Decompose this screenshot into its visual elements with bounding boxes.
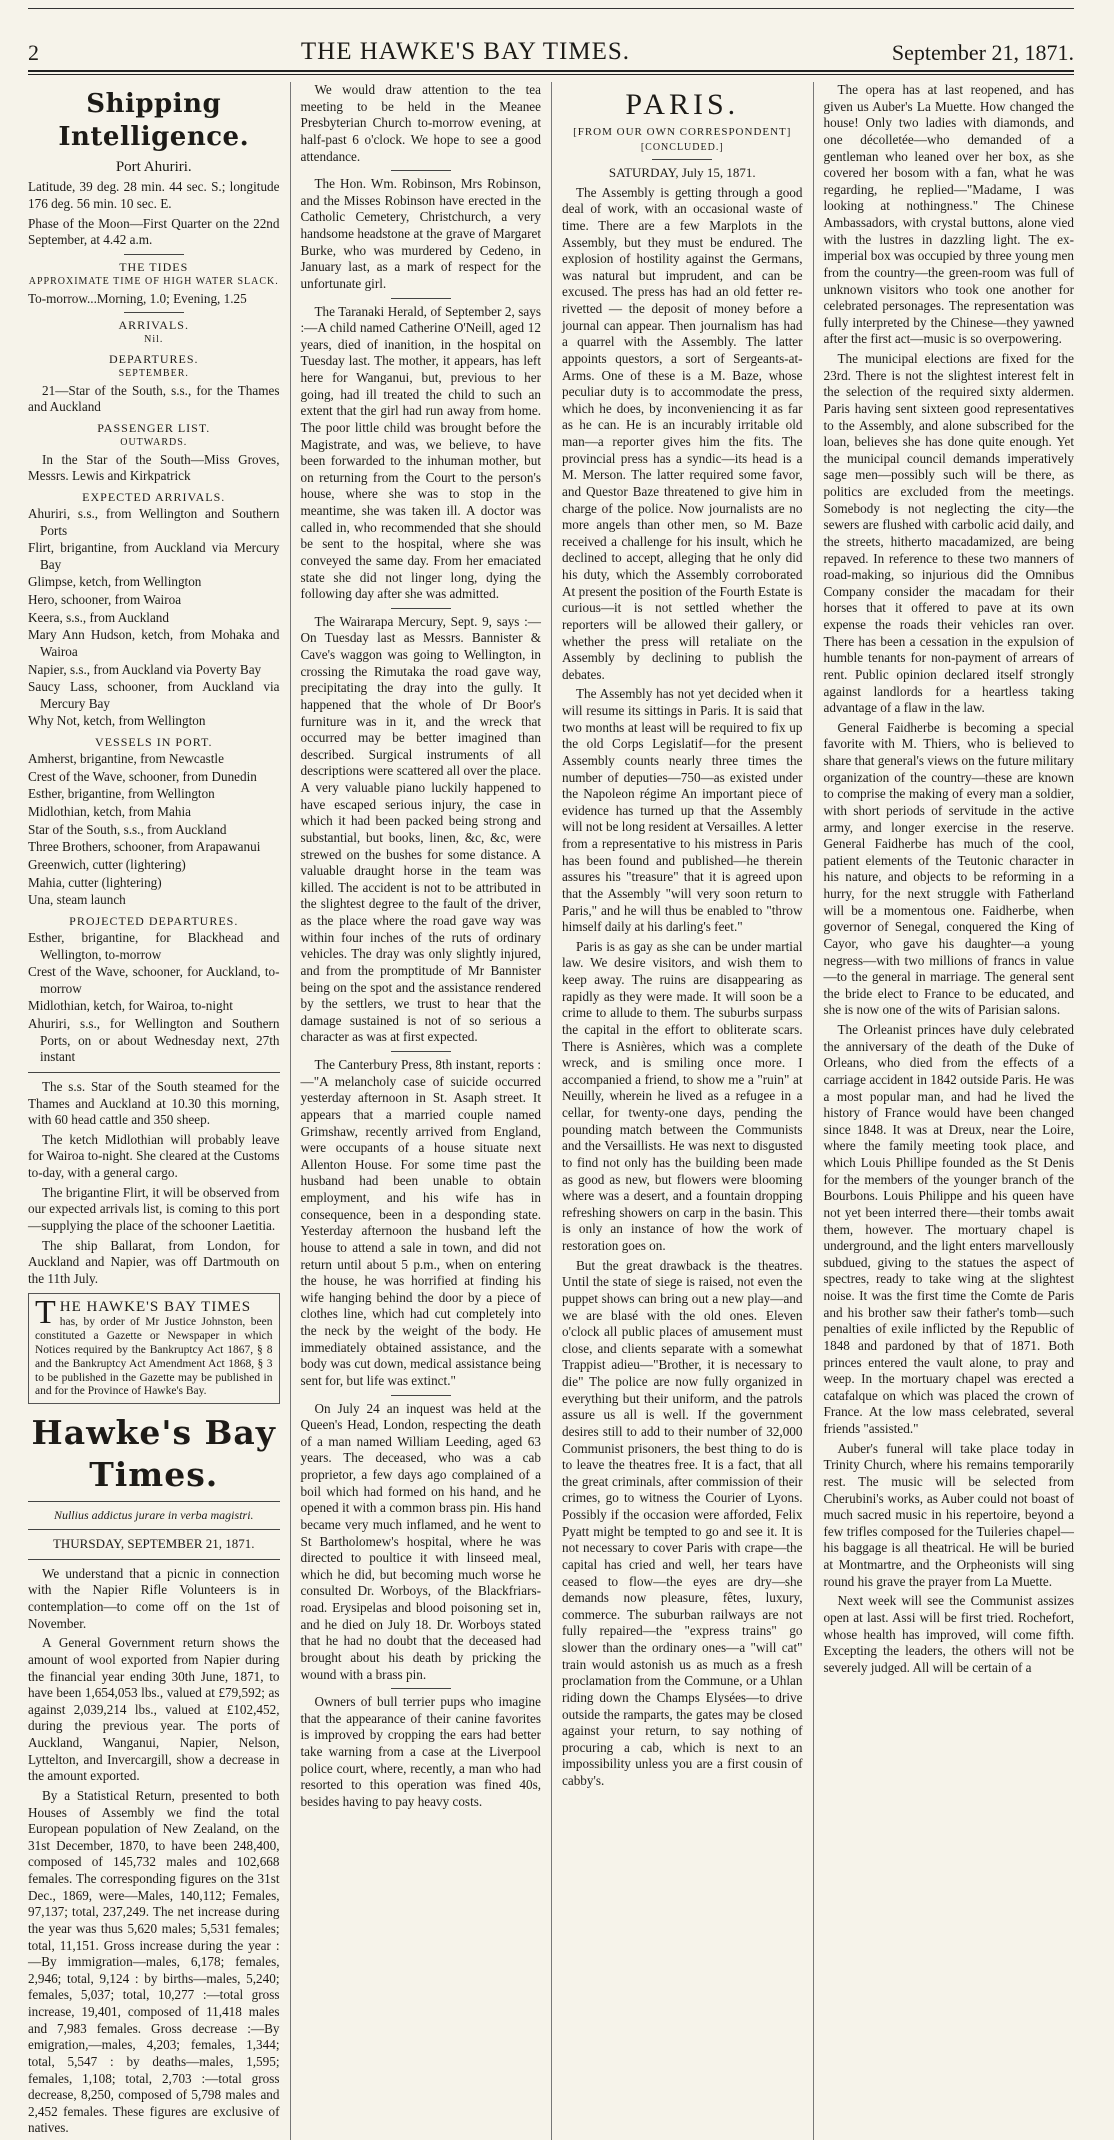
- article-paragraph: We understand that a picnic in connection with the Napier Rifle Volunteers is in contemplation—to come off on the 1st of November.: [28, 1565, 280, 1631]
- list-item: Flirt, brigantine, from Auckland via Mercury Bay: [28, 540, 280, 572]
- paris-date: SATURDAY, July 15, 1871.: [608, 165, 756, 181]
- list-item: Napier, s.s., from Auckland via Poverty Bay: [28, 661, 262, 677]
- projected-title: PROJECTED DEPARTURES.: [69, 913, 239, 928]
- vessels-list: [28, 751, 280, 909]
- shipping-title: Shipping Intelligence.: [58, 89, 250, 152]
- shipping-note: The brigantine Flirt, it will be observed from our expected arrivals list, is coming to this port—supplying the place of the schooner Laetitia.: [28, 1184, 280, 1233]
- moon-phase: Phase of the Moon—First Quarter on the 22nd September, at 4.42 a.m.: [28, 215, 280, 248]
- divider: [391, 1051, 451, 1052]
- departures-month: SEPTEMBER.: [118, 368, 189, 380]
- article-paragraph: General Faidherbe is becoming a special favorite with M. Thiers, who is believed to share that general's views on the future military organization of the country—these are known to comprise the making of every man a soldier, with short periods of servitude in the active army, and longer exercise in the reserve. General Faidherbe has much of the cool, patient elements of the Teutonic character in his nature, and objects to be reforming in a hurry, for the next struggle with Fatherland will be a momentous one. Faidherbe, when governor of Senegal, conquered the King of Cayor, who gave his daughter—a young negress—with two millions of francs in value—to the general in marriage. The general sent the bride elect to France to be educated, and she is now one of the wits of Parisian salons.: [823, 719, 1074, 1018]
- column-4: [813, 82, 1075, 2140]
- list-item: Midlothian, ketch, from Mahia: [28, 804, 191, 820]
- column-1: [28, 82, 290, 2140]
- list-item: Keera, s.s., from Auckland: [28, 609, 169, 625]
- top-rule: [28, 8, 1074, 9]
- departures-line: 21—Star of the South, s.s., for the Thames and Auckland: [28, 382, 280, 415]
- article-paragraph: The Canterbury Press, 8th instant, reports :—"A melancholy case of suicide occurred yesterday afternoon in St. Asaph street. It appears that a married couple named Grimshaw, recently arrived from England, were occupants of a house situate next Allenton House. For some time past the husband had been unable to obtain employment, and his wife has in consequence, been in a desponding state. Yesterday afternoon the husband left the house to attend a sale in town, and did not return until about 5 p.m., when on entering the house, he was horrified at finding his wife hanging behind the door by a piece of clothes line, which had cut completely into the neck by the weight of the body. He immediately obtained assistance, and the body was cut down, medical assistance being sent for, but life was extinct.": [300, 1057, 541, 1388]
- projected-list: [28, 930, 280, 1066]
- passenger-title: PASSENGER LIST.: [97, 420, 211, 435]
- passenger-line: In the Star of the South—Miss Groves, Messrs. Lewis and Kirkpatrick: [28, 451, 280, 484]
- divider: [391, 298, 451, 299]
- article-paragraph: A General Government return shows the amount of wool exported from Napier during the financial year ending 30th June, 1871, to have been 1,654,053 lbs., valued at £79,592; as against 2,039,214 lbs., valued at £102,452, during the previous year. The ports of Auckland, Wanganui, Napier, Nelson, Lyttelton, and Invercargill, show a decrease in the amount exported.: [28, 1635, 280, 1784]
- latitude-line: Latitude, 39 deg. 28 min. 44 sec. S.; longitude 176 deg. 56 min. 10 sec. E.: [28, 179, 280, 212]
- paper-title: Hawke's Bay Times.: [31, 1413, 276, 1494]
- page-number: 2: [28, 40, 39, 65]
- shipping-note: The ketch Midlothian will probably leave for Wairoa to-night. She cleared at the Customs to-day, with a general cargo.: [28, 1131, 280, 1181]
- motto: Nullius addictus jurare in verba magistri.: [53, 1508, 254, 1523]
- paris-from: [FROM OUR OWN CORRESPONDENT]: [573, 125, 792, 138]
- article-paragraph: The Wairarapa Mercury, Sept. 9, says :—On Tuesday last as Messrs. Bannister & Cave's waggon was going to Wellington, in crossing the Rimutaka the road gave way, precipitating the dray into the gully. It happened that the whole of Dr Boor's furniture was in it, and the wreck that occurred may be better imagined than described. Surgical instruments of all descriptions were scattered all over the place. A very valuable piano luckily happened to have escaped serious injury, the case in which it had been packed being strong and substantial, but books, linen, &c, &c, were strewed on the bushes for some distance. A valuable draught horse in the team was killed. The accident is not to be attributed in the slightest degree to the fault of the driver, as the place where the road gave way was within four inches of the ruts of ordinary vehicles. The dray was only slightly injured, and from the promptitude of Mr Bannister being on the spot and the assistance rendered by the settlers, we trust to hear that the damage sustained is not of so serious a character as was at first expected.: [300, 613, 541, 1045]
- list-item: Glimpse, ketch, from Wellington: [28, 574, 202, 590]
- list-item: Star of the South, s.s., from Auckland: [28, 821, 227, 837]
- list-item: Una, steam launch: [28, 892, 126, 908]
- list-item: Ahuriri, s.s., for Wellington and Southern Ports, on or about Wednesday next, 27th instant: [28, 1016, 280, 1065]
- paris-concluded: [CONCLUDED.]: [640, 141, 724, 153]
- list-item: Why Not, ketch, from Wellington: [28, 713, 206, 729]
- article-paragraph: The municipal elections are fixed for the 23rd. There is not the slightest interest felt in the selection of the required sixty aldermen. Paris having sent sixteen good representatives to the Assembly, and alone subscribed for the loan, believes she has done quite enough. Yet the municipal council demands imperatively sage men—possibly such will be there, as politics are excluded from the meetings. Somebody is not neglecting the city—the sewers are flushed with carbolic acid daily, and the streets, hitherto macadamized, are being repaved. In reference to these two manners of road-making, so injurious did the Omnibus Company consider the macadam for their horses that it offered to pave at its own expense the roads their vehicles ran over. There has been a cessation in the expulsion of humble tenants for non-payment of arrears of rent. Public opinion declared itself strongly against landlords for a heartless taking advantage of a flaw in the law.: [823, 351, 1074, 716]
- divider: [28, 1559, 280, 1560]
- masthead: THE HAWKE'S BAY TIMES.: [300, 38, 631, 65]
- list-item: Crest of the Wave, schooner, from Dunedin: [28, 768, 257, 784]
- article-paragraph: We would draw attention to the tea meeting to be held in the Meanee Presbyterian Church to-morrow evening, at half-past 6 o'clock. We hope to see a good attendance.: [300, 82, 541, 164]
- notice-dropcap: T: [35, 1294, 56, 1332]
- article-paragraph: The Assembly is getting through a good deal of work, with an occasional waste of time. There are a few Marplots in the Assembly, but they must be endured. The explosion of hostility against the Germans, was natural but imprudent, and can be excused. The press has had an old fetter re-rivetted — the deposit of money before a journal can appear. Then journalism has had a quarrel with the Assembly. The latter appoints questors, a sort of Sergeants-at-Arms. One of these is a M. Baze, whose peculiar duty is to accommodate the press, which he does, by inconveniencing it as far as he can. He is an incurably irritable old man—a reporter gives him the fits. The provincial press has a syndic—its head is a M. Merson. The latter required some favor, and Questor Baze threatened to give him in charge of the police. Now journalists are no more angels than other men, so M. Baze received a challenge for his insult, which he declined to accept, alleging that he only did his duty, which the Assembly corroborated At present the position of the Fourth Estate is curious—it is not settled whether the reporters will be allowed their gallery, or whether the press will retaliate on the Assembly by declining to publish the debates.: [562, 184, 803, 682]
- issue-date: THURSDAY, SEPTEMBER 21, 1871.: [52, 1536, 255, 1552]
- passenger-subtitle: OUTWARDS.: [120, 436, 188, 448]
- article-paragraph: Next week will see the Communist assizes open at last. Assi will be first tried. Rochefort, whose health has improved, will come fifth. Excepting the leaders, the others will not be severely judged. All will be certain of a: [823, 1593, 1074, 1675]
- article-paragraph: The Taranaki Herald, of September 2, says :—A child named Catherine O'Neill, aged 12 years, died of inanition, in the hospital on Tuesday last. The mother, it appears, has left here for Wanganui, but, previous to her going, had ill treated the child to such an extent that the girl had run away from home. The poor little child was brought before the Magistrate, and was, we believe, to have been forwarded to the inhuman mother, but on returning from the Court to the person's house, where she was to stop in the meantime, she was taken ill. A doctor was called in, who recommended that she should be sent to the hospital, where she was conveyed the same day. From her emaciated state she did not linger long, dying the following day after she was admitted.: [300, 303, 541, 602]
- gazette-notice: [28, 1293, 280, 1404]
- shipping-note: The s.s. Star of the South steamed for the Thames and Auckland at 10.30 this morning, with 60 head cattle and 350 sheep.: [28, 1078, 280, 1128]
- list-item: Mary Ann Hudson, ketch, from Mohaka and Wairoa: [28, 627, 280, 659]
- header-rule: [28, 70, 1074, 75]
- column-2: [290, 82, 552, 2140]
- shipping-note: The ship Ballarat, from London, for Auckland and Napier, was off Dartmouth on the 11th July.: [28, 1237, 280, 1286]
- article-paragraph: The Assembly has not yet decided when it will resume its sittings in Paris. It is said that two months at least will be required to fix up the old Corps Legislatif—for the present Assembly counts nearly three times the number of deputies—750—as existed under the Napoleon régime An important piece of evidence has turned up that the Assembly will not be long resident at Versailles. A letter from a representative to his mistress in Paris has been found and published—he therein assures his "treasure" that it is agreed upon that the Assembly "will very soon return to Paris," and he will thus be enabled to "throw himself daily at his darling's feet.": [562, 686, 803, 935]
- article-paragraph: The Hon. Wm. Robinson, Mrs Robinson, and the Misses Robinson have erected in the Catholic Cemetery, Christchurch, a very handsome headstone at the grave of Margaret Burke, who was murdered by Cedeno, in January last, as a mark of respect for the unfortunate girl.: [300, 176, 541, 291]
- article-paragraph: The Orleanist princes have duly celebrated the anniversary of the death of the Duke of Orleans, who died from the effects of a carriage accident in 1842 outside Paris. He was a most popular man, and had he lived the history of France would have been changed since 1848. It was at Dreux, near the Loire, where the family meeting took place, and which Louis Phillipe founded as the St Denis for the members of the younger branch of the Bourbons. Louis Philippe and his queen have not yet been interred there—their tombs await them, however. The mortuary chapel is underground, and the light enters marvellously subdued, giving to the statues the aspect of spectres, ready to take wing at the slightest noise. It was the first time the Comte de Paris and his brother saw their father's tomb—such penalties of exile inflicted by the Republic of 1848 and pardoned by that of 1871. Both princes entered the vault alone, to pray and weep. In the mortuary chapel was erected a catafalque on which was placed the crown of France. At the low mass celebrated, several friends "assisted.": [823, 1022, 1074, 1436]
- tides-subtitle: APPROXIMATE TIME OF HIGH WATER SLACK.: [28, 276, 279, 287]
- column-3: [551, 82, 813, 2140]
- divider: [652, 159, 712, 160]
- article-paragraph: But the great drawback is the theatres. Until the state of siege is raised, not even the puppet shows can bring out a new play—and we are blasé with the old ones. Eleven o'clock all public places of amusement must close, and clients separate with a somewhat Trappist adieu—"Brother, it is necessary to die" The police are now fully organized in everything but their uniform, and the patrols assure us all is well. If the government desires still to add to their number of 32,000 Communist prisoners, the best thing to do is to leave the theatres free. It is a fact, that all the great criminals, after commission of their crimes, go to witness the Courier of Lyons. Possibly if the occasion were afforded, Felix Pyatt might be tempted to go and see it. It is not necessary to cover Paris with crape—the capital has cried and well, her tears have ceased to flow—the eyes are dry—she demands now pleasure, fêtes, luxury, commerce. The suburban railways are not fully repaired—the "express trains" go slower than the ordinary ones—a "will cat" train would astonish us as much as a fresh proclamation from the Commune, or a Uhlan riding down the Champs Elysées—to drive outside the ramparts, the gates may be closed against your return, to say nothing of procuring a cab, which is next to an impossibility unless you are a first cousin of cabby's.: [562, 1257, 803, 1788]
- divider: [124, 254, 184, 255]
- list-item: Ahuriri, s.s., from Wellington and Southern Ports: [28, 505, 280, 538]
- notice-body: has, by order of Mr Justice Johnston, been constituted a Gazette or Newspaper in which Notices required by the Bankruptcy Act 1867, § 8 and the Bankruptcy Act Amendment Act 1868, § 3 to be published in the Gazette may be published in and for the Province of Hawke's Bay.: [35, 1316, 273, 1398]
- article-paragraph: On July 24 an inquest was held at the Queen's Head, London, respecting the death of a man named William Leeding, aged 63 years. The deceased, who was a cab proprietor, a few days ago complained of a boil which had formed on his hand, and he opened it with a common brass pin. His hand became very much inflamed, and he went to St Bartholomew's hospital, where he was directed to poultice it with linseed meal, which he did, but becoming much worse he consulted Dr. Worboys, of the Blackfriars-road. Erysipelas and blood poisoning set in, and he died on July 18. Dr. Worboys stated that he had no doubt that the deceased had brought about his death by pricking the wound with a brass pin.: [300, 1400, 541, 1682]
- divider: [391, 608, 451, 609]
- port-name: Port Ahuriri.: [115, 158, 192, 175]
- arrivals-nil: Nil.: [144, 334, 164, 346]
- tides-title: THE TIDES: [119, 259, 189, 274]
- article-paragraph: Auber's funeral will take place today in Trinity Church, where his remains temporarily rest. The music will be selected from Cherubini's works, as Auber could not boast of much sacred music in his repertoire, beyond a few trifles composed for the Tuileries chapel—his baggage is all theatrical. He will be buried at Montmartre, and the Orpheonists will sing round his grave the prayer from La Muette.: [823, 1440, 1074, 1589]
- list-item: Greenwich, cutter (lightering): [28, 856, 186, 872]
- columns: [28, 82, 1074, 2136]
- divider: [124, 312, 184, 313]
- divider: [28, 1072, 280, 1073]
- list-item: Amherst, brigantine, from Newcastle: [28, 751, 224, 767]
- article-paragraph: By a Statistical Return, presented to both Houses of Assembly we find the total European population of New Zealand, on the 31st December, 1870, to have been 248,400, composed of 145,732 males and 102,668 females. The corresponding figures on the 31st Dec., 1869, were—Males, 140,112; Females, 97,137; total, 237,249. The net increase during the year was thus 5,620 males; 5,531 females; total, 11,151. Gross increase during the year :—By immigration—males, 6,178; females, 2,946; total, 9,124 : by births—males, 5,240; females, 5,037; total, 10,277 :—total gross increase, 19,401, composed of 11,418 males and 7,983 females. Gross decrease :—By emigration,—males, 4,203; females, 1,344; total, 5,547 : by deaths—males, 1,595; females, 1,108; total, 2,703 :—total gross decrease, 8,250, composed of 5,798 males and 2,452 females. These figures are exclusive of natives.: [28, 1787, 280, 2136]
- expected-title: EXPECTED ARRIVALS.: [82, 489, 226, 504]
- divider: [28, 1529, 280, 1530]
- divider: [391, 1395, 451, 1396]
- list-item: Esther, brigantine, for Blackhead and Wellington, to-morrow: [28, 929, 280, 962]
- list-item: Crest of the Wave, schooner, for Auckland, to-morrow: [28, 964, 280, 996]
- divider: [391, 1688, 451, 1689]
- list-item: Mahia, cutter (lightering): [28, 874, 162, 890]
- page-header: [28, 22, 1074, 66]
- article-paragraph: The opera has at last reopened, and has given us Auber's La Muette. How changed the house! Only two ladies with diamonds, and one décolletée—who demanded of a gentleman who leaned over her box, as she covered her bosom with a fan, what he was regarding, he replied—"Madame, I was looking at nothingness." The Chinese Ambassadors, with crystal buttons, alone vied with the lustres in dazzling light. The ex-imperial box was occupied by three young men from the country—the green-room was full of unknown visitors who took one another for celebrated personages. The representation was fully interpreted by the Chinese—they yawned after the first act—music is so overpowering.: [823, 82, 1074, 347]
- list-item: Hero, schooner, from Wairoa: [28, 592, 182, 608]
- list-item: Esther, brigantine, from Wellington: [28, 786, 215, 802]
- article-paragraph: Owners of bull terrier pups who imagine that the appearance of their canine favorites is improved by cropping the ears had better take warning from a case at the Liverpool police court, where, recently, a man who had resorted to this operation was fined 40s, besides having to pay heavy costs.: [300, 1694, 541, 1809]
- divider: [28, 1501, 280, 1502]
- vessels-title: VESSELS IN PORT.: [95, 735, 213, 750]
- list-item: Midlothian, ketch, for Wairoa, to-night: [28, 998, 233, 1014]
- arrivals-title: ARRIVALS.: [118, 318, 189, 333]
- departures-title: DEPARTURES.: [108, 351, 199, 366]
- divider: [391, 170, 451, 171]
- tides-line: To-morrow...Morning, 1.0; Evening, 1.25: [28, 290, 247, 306]
- expected-list: [28, 506, 280, 730]
- article-paragraph: Paris is as gay as she can be under martial law. We desire visitors, and wish them to keep away. The ruins are disappearing as rapidly as they were made. It will soon be a crime to allude to them. The suburbs surpass the capital in the effort to obliterate scars. There is Asnières, which was a complete wreck, and is smiling once more. I accompanied a friend, to show me a "ruin" at Neuilly, wherein he lived as a refugee in a cellar, for twenty-one days, pending the pounding match between the Communists and the Versaillists. He was next to disgusted to find not only has the building been made as good as new, but flowers were blooming where was a desert, and a fountain dropping refreshing showers on carp in the basin. This is only an instance of how the work of restoration goes on.: [562, 938, 803, 1253]
- notice-headline: HE HAWKE'S BAY TIMES: [59, 1299, 252, 1316]
- list-item: Three Brothers, schooner, from Arapawanui: [28, 839, 261, 855]
- paris-title: PARIS.: [625, 88, 740, 121]
- list-item: Saucy Lass, schooner, from Auckland via Mercury Bay: [28, 679, 280, 711]
- header-date: September 21, 1871.: [891, 40, 1074, 65]
